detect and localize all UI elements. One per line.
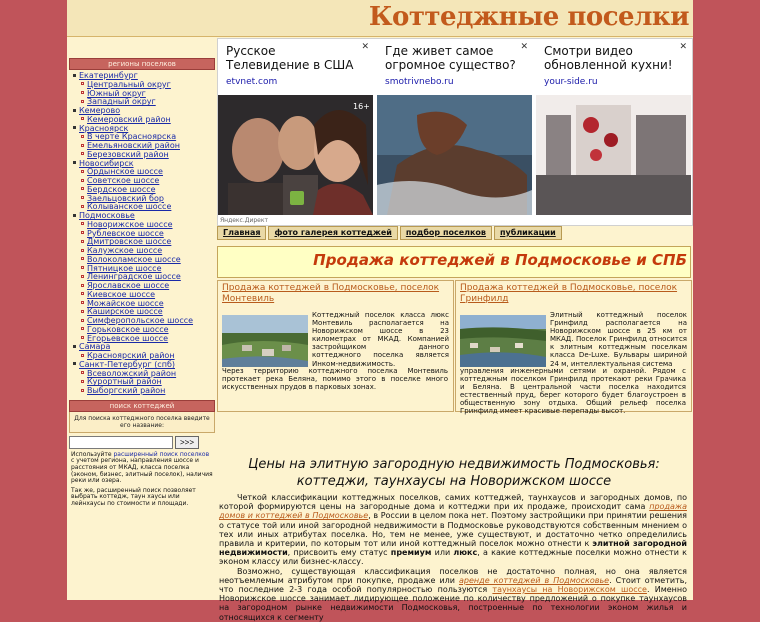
article-link[interactable]: аренде коттеджей в Подмосковье [459, 575, 610, 585]
region-link[interactable]: Дмитровское шоссе [87, 237, 172, 247]
text-fragment: , присвоить ему статус [287, 548, 391, 558]
region-link[interactable]: Ярославское шоссе [87, 281, 170, 290]
card-text-continued: Через территорию коттеджного поселка Монтевиль протекает река Беляна, помимо этого в поселке много искусственных прудов в парковых зонах. [222, 367, 448, 392]
bold-text: элитной загородной недвижимости [219, 539, 687, 558]
region-link[interactable]: Советское шоссе [87, 176, 160, 185]
close-icon[interactable]: ✕ [361, 42, 369, 52]
card-photo[interactable] [222, 315, 308, 367]
nav-home[interactable]: Главная [217, 226, 266, 240]
region-link[interactable]: Березовский район [87, 149, 169, 159]
card-title-link[interactable]: Продажа коттеджей в Подмосковье, поселок Монтевиль [222, 283, 440, 304]
text-fragment: Четкой классификации коттеджных поселков, самих коттеджей, таунхаусов и загородных домов, по которой формируются цены на загородные дома и коттеджи при их продаже, происходит сама [219, 493, 687, 512]
bullet-icon [81, 354, 84, 357]
bullet-icon [81, 152, 84, 155]
bullet-icon [81, 327, 84, 330]
region-link[interactable]: Кемеровский район [87, 114, 171, 124]
article-card-greenfield [455, 280, 692, 416]
headline-box [217, 246, 691, 278]
bullet-icon [81, 319, 84, 322]
region-link[interactable]: Выборгский район [87, 386, 166, 395]
bullet-icon [73, 74, 76, 77]
article-body [219, 493, 687, 622]
text-fragment: или [431, 548, 454, 558]
bullet-icon [81, 231, 84, 234]
region-link[interactable]: Западный округ [87, 97, 156, 107]
nav-village-selection[interactable]: подбор поселков [400, 226, 492, 240]
search-help-1 [71, 452, 213, 485]
bullet-icon [81, 292, 84, 295]
ad-block [217, 38, 693, 226]
page [67, 0, 693, 622]
region-link[interactable]: Всеволожский район [87, 368, 177, 378]
ad-item[interactable] [377, 39, 532, 215]
ad-image[interactable] [536, 95, 691, 215]
region-link[interactable]: Волоколамское шоссе [87, 254, 181, 264]
region-link[interactable]: Подмосковье [79, 211, 135, 220]
bullet-icon [73, 362, 76, 365]
region-link[interactable]: Емельяновский район [87, 141, 180, 150]
search-box [69, 400, 215, 508]
region-link[interactable]: Южный округ [87, 88, 146, 98]
bullet-icon [81, 266, 84, 269]
ad-title[interactable]: Где живет самое огромное существо? [385, 44, 516, 72]
close-icon[interactable]: ✕ [679, 42, 687, 52]
bullet-icon [81, 144, 84, 147]
text-fragment: , а какие коттеджные поселки можно отнести к эконом классу или бизнес-классу. [219, 548, 687, 567]
text-fragment: Возможно, существующая классификация поселков не достаточно полная, но она является неотъемлемым атрибутом при покупке, продаже или [219, 566, 687, 585]
search-button[interactable]: >>> [175, 436, 199, 449]
close-icon[interactable]: ✕ [520, 42, 528, 52]
search-row [69, 436, 215, 449]
bullet-icon [81, 170, 84, 173]
bullet-icon [81, 310, 84, 313]
search-help-prefix: Используйте [71, 450, 114, 458]
site-title[interactable]: Коттеджные поселки [368, 2, 689, 32]
ad-image[interactable] [218, 95, 373, 215]
bullet-icon [81, 205, 84, 208]
bullet-icon [81, 257, 84, 260]
article-link[interactable]: продажа домов и коттеджей в Подмосковье [219, 502, 687, 521]
bullet-icon [81, 284, 84, 287]
bullet-icon [81, 389, 84, 392]
region-link[interactable]: Заельцовский бор [87, 193, 164, 203]
search-header: поиск коттеджей [69, 400, 215, 412]
ad-domain[interactable]: your-side.ru [544, 77, 598, 87]
region-link[interactable]: Пятницкое шоссе [87, 263, 162, 273]
region-link[interactable]: Можайское шоссе [87, 298, 164, 308]
bullet-icon [73, 161, 76, 164]
card-photo[interactable] [460, 315, 546, 367]
card-title-link[interactable]: Продажа коттеджей в Подмосковье, поселок Гринфилд [460, 283, 678, 304]
card-text: Элитный коттеджный поселок Гринфилд располагается на Новорижском шоссе в 25 км от МКАД. Поселок Гринфилд относится к элитным коттеджным поселкам класса De-Luxe. Бульвары шириной 24 м, интеллектуальная система [550, 311, 687, 368]
text-fragment: , в России в целом пока нет. Поэтому застройщики при принятии решения о статусе той или иной загородной недвижимости в Подмосковье руководствуются собственным мнением о тех или иных атрибутах поселка. Но, тем не менее, уже существуют, и достаточно четко определились правила и критерии, по которым тот или иной коттеджный поселок можно отнести к [219, 511, 687, 549]
ad-title[interactable]: Смотри видео обновленной кухни! [544, 44, 673, 72]
bullet-icon [81, 82, 84, 85]
region-link[interactable]: Рублевское шоссе [87, 228, 164, 238]
regions-header: регионы поселков [69, 58, 215, 70]
article-card-monteville [217, 280, 454, 412]
bullet-icon [81, 91, 84, 94]
bullet-icon [81, 240, 84, 243]
bullet-icon [81, 336, 84, 339]
subregion-item [69, 387, 215, 396]
search-note: Для поиска коттеджного поселка введите его название: [69, 412, 215, 433]
region-link[interactable]: Красноярск [79, 123, 129, 133]
region-link[interactable]: Кемерово [79, 106, 121, 115]
ad-image[interactable] [377, 95, 532, 215]
bullet-icon [81, 100, 84, 103]
region-link[interactable]: Симферопольское шоссе [87, 316, 194, 325]
region-link[interactable]: Колыванское шоссе [87, 202, 172, 212]
bullet-icon [81, 380, 84, 383]
bullet-icon [73, 126, 76, 129]
card-text-continued: управления инженерными сетями и охраной. Рядом с коттеджным поселком Гринфилд протекают реки Грачика и Беляна. В центральной части поселка находится естественный пруд, берег которого будет благоустроен в общественную зону отдыха. Общий рельеф поселка Гринфилд имеет красивые перепады высот. [460, 367, 686, 416]
bullet-icon [73, 345, 76, 348]
article-paragraph [219, 567, 687, 622]
text-fragment: . Стоит отметить, что последние 2-3 года особой популярностью пользуются [219, 575, 688, 595]
region-link[interactable]: Киевское шоссе [87, 289, 156, 299]
region-link[interactable]: Новорижское шоссе [87, 219, 173, 229]
bold-text: премиум [390, 548, 432, 558]
bullet-icon [81, 196, 84, 199]
ad-domain[interactable]: etvnet.com [226, 77, 278, 87]
region-link[interactable]: Екатеринбург [79, 71, 138, 80]
search-help-suffix: с учетом региона, направления шоссе и расстояния от МКАД, класса поселка (эконом, бизнес, элитный поселок), наличия реки или озера. [71, 457, 213, 485]
ad-item[interactable] [218, 39, 373, 215]
page-headline: Продажа коттеджей в Подмосковье и СПБ [313, 251, 687, 269]
bullet-icon [81, 117, 84, 120]
advanced-search-link[interactable]: расширенный поиск поселков [113, 450, 210, 458]
bullet-icon [81, 249, 84, 252]
bullet-icon [81, 275, 84, 278]
ad-title[interactable]: Русское Телевидение в США [226, 44, 354, 72]
bullet-icon [73, 109, 76, 112]
region-link[interactable]: Новосибирск [79, 158, 134, 168]
region-link[interactable]: В черте Красноярска [87, 132, 177, 142]
bullet-icon [81, 187, 84, 190]
region-link[interactable]: Ленинградское шоссе [87, 272, 181, 282]
search-help [69, 452, 215, 508]
bold-text: люкс [453, 548, 478, 558]
article-link[interactable]: таунхаусы на Новорижском шоссе [492, 585, 647, 595]
bullet-icon [81, 301, 84, 304]
region-link[interactable]: Калужское шоссе [87, 246, 163, 255]
region-link[interactable]: Курортный район [87, 377, 162, 387]
region-tree [69, 72, 215, 396]
region-link[interactable]: Егорьевское шоссе [87, 333, 169, 343]
nav-photo-gallery[interactable]: фото галерея коттеджей [268, 226, 397, 240]
bullet-icon [81, 179, 84, 182]
region-link[interactable]: Горьковское шоссе [87, 324, 169, 334]
text-fragment: . Именно Новорижское шоссе занимает лидирующее положение по количеству предложений о покупке таунхаусов на загородном рынке недвижимости Подмосковья, построенные по технологии эконом жилья и относящихся к сегменту [219, 585, 688, 622]
article-title: Цены на элитную загородную недвижимость Подмосковья: коттеджи, таунхаусы на Новорижском шоссе [248, 457, 660, 489]
nav-publications[interactable]: публикации [494, 226, 562, 240]
region-link[interactable]: Бердское шоссе [87, 184, 156, 194]
card-text: Коттеджный поселок класса люкс Монтевиль располагается на Новорижском шоссе в 23 километрах от МКАД. Компанией застройщиком данного коттеджного поселка является Инком-недвижимость. [312, 311, 449, 368]
region-link[interactable]: Санкт-Петербург (спб) [79, 359, 175, 369]
article-paragraph [219, 493, 687, 567]
search-help-2: Так же, расширенный поиск позволяет выбрать коттедж, таун хаусы или лейнхаусы по стоимости и площади. [71, 486, 196, 507]
region-link[interactable]: Самара [79, 342, 111, 352]
bullet-icon [81, 222, 84, 225]
search-input[interactable] [69, 436, 173, 449]
region-link[interactable]: Красноярский район [87, 351, 175, 360]
sidebar [69, 58, 215, 511]
top-nav [217, 226, 691, 240]
bullet-icon [81, 371, 84, 374]
ad-item[interactable] [536, 39, 691, 215]
region-link[interactable]: Центральный округ [87, 79, 171, 89]
bullet-icon [73, 214, 76, 217]
ad-provider-label[interactable]: Яндекс.Директ [220, 217, 268, 224]
age-badge: 16+ [353, 102, 370, 111]
ad-domain[interactable]: smotrivnebo.ru [385, 77, 454, 87]
header [67, 0, 693, 37]
region-link[interactable]: Каширское шоссе [87, 307, 163, 317]
bullet-icon [81, 135, 84, 138]
region-link[interactable]: Ордынское шоссе [87, 167, 163, 177]
